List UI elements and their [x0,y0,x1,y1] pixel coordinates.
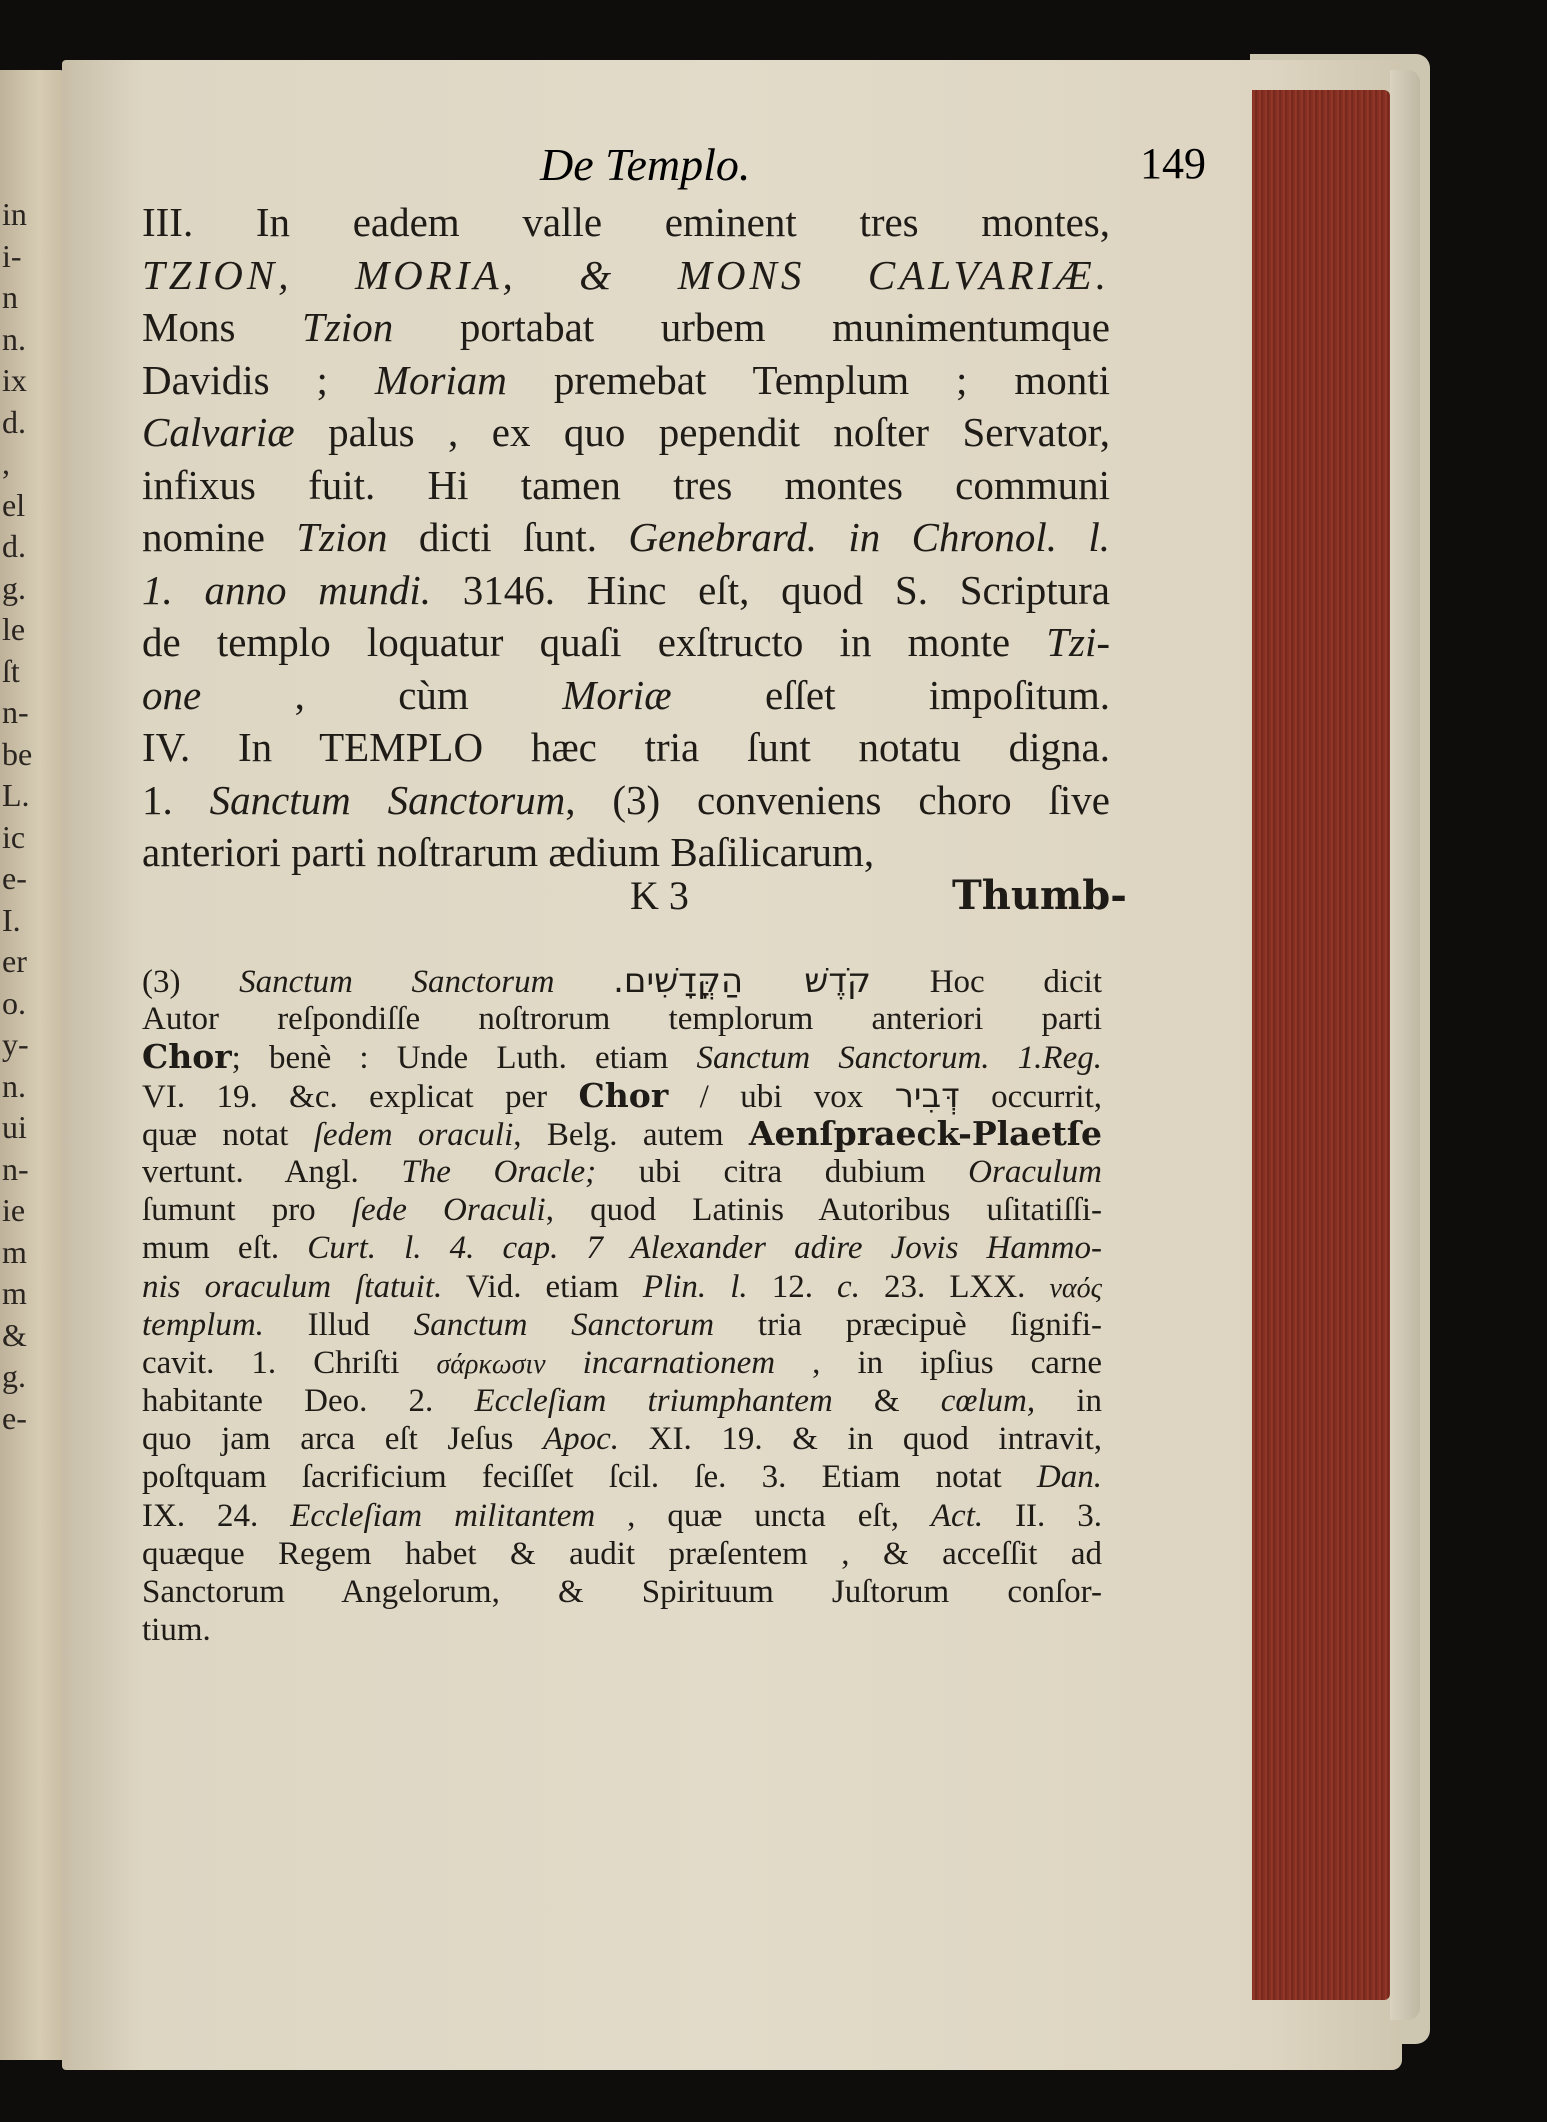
footnote-line [142,1268,1102,1306]
text-run: XI. 19. & in quod intravit, [619,1421,1102,1458]
text-run: Sanctum Sanctorum. 1.Reg. [696,1040,1102,1077]
text-run: (3) [142,964,240,1000]
text-run: tria præcipuè ſignifi- [714,1306,1103,1343]
left-page-fragment: I. [2,901,21,938]
text-line [142,774,1110,827]
text-run: Chor [142,1037,232,1077]
text-line [142,564,1110,617]
footnote-line [142,1497,1102,1535]
text-run: , in ipſius carne [775,1344,1103,1381]
text-run: nis oraculum ſtatuit. [142,1268,443,1305]
text-run: quo jam arca eſt Jeſus [142,1421,543,1458]
book-cover-edge [1390,70,1420,2020]
text-run: Illud [263,1306,414,1343]
text-run: cœlum, [940,1383,1036,1420]
text-run: Chor [578,1075,669,1115]
left-page-fragment: o. [2,984,26,1021]
text-run: TZION, MORIA, & MONS CALVARIÆ. [142,251,1110,298]
left-page-fragment: ix [2,362,27,398]
left-page-fragment: le [2,611,26,647]
red-fore-edge [1252,90,1390,2000]
text-line [142,511,1110,564]
text-run: quæ notat [142,1116,314,1153]
page-number: 149 [1140,139,1206,188]
footnote-block [142,962,1102,1649]
text-run: ſumunt pro [142,1192,352,1229]
text-line [142,249,1110,302]
text-run: ; benè : Unde Luth. etiam [231,1040,697,1077]
text-run: Davidis ; [142,356,375,403]
text-run: Eccleſiam triumphantem [474,1383,833,1420]
footnote-line [142,1611,1102,1649]
left-page-fragment: ic [2,818,26,855]
text-run: 1. [142,776,210,823]
text-run: Curt. l. 4. cap. 7 Alexander adire Jovis Hammo- [307,1230,1102,1267]
footnote-line [142,1000,1102,1038]
footnote-line [142,1038,1102,1076]
left-page-fragment: i- [2,237,22,274]
text-run: 1. anno mundi. [142,566,431,613]
footnote-line [142,1382,1102,1420]
text-run: Mons [142,304,303,350]
text-run: , quod Latinis Autoribus uſitatiſſi- [545,1192,1102,1229]
footnote-line [142,1344,1102,1382]
footnote-line [142,1458,1102,1496]
text-run: Tzi- [1046,619,1110,665]
left-page-fragment: y- [2,1026,29,1062]
text-run: Sanctum Sanctorum [239,964,555,1000]
text-run: tium. [142,1612,211,1649]
left-page-fragment: L. [2,777,30,813]
footnote-line [142,962,1102,1000]
text-run: Sanctum Sanctorum [209,776,566,823]
catchword: Thumb- [952,872,1127,919]
running-header: De Templo. [540,139,751,190]
text-run: קֹדֶשׁ הַקֳּדָשִׁים. [613,961,872,1001]
text-run [546,1345,583,1381]
text-run: 12. [747,1268,838,1305]
left-page-fragment: , [2,445,10,481]
text-run: , cùm [201,671,563,718]
left-page-fragment: n- [2,694,29,730]
text-run: quæque Regem habet & audit præſentem , & acceſſit ad [142,1535,1102,1572]
text-line [142,301,1110,354]
text-run: Hoc dicit [871,964,1102,1000]
text-run: , Belg. autem [513,1116,749,1153]
text-run: nomine [142,514,297,560]
text-run: in [1035,1383,1102,1420]
footnote-line [142,1306,1102,1344]
text-run: Sanctum Sanctorum [413,1306,715,1343]
text-run: ubi citra dubium [596,1153,969,1190]
text-run: σάρκωσιν [436,1348,546,1380]
left-page-fragment: ſt [2,652,20,689]
text-run: IX. 24. [142,1497,291,1534]
text-run: , quæ uncta eſt, [595,1497,931,1534]
text-run: Sanctorum Angelorum, & Spirituum Juſtorum conſor- [142,1574,1102,1610]
text-run: Dan. [1036,1459,1102,1496]
text-run: eſſet impoſitum. [671,671,1110,718]
text-run: palus , ex quo pependit noſter Servator, [294,409,1110,455]
footnote-line [142,1191,1102,1229]
text-run: 23. LXX. [859,1268,1050,1305]
text-run: ναός [1049,1272,1102,1304]
left-page-fragment: n- [2,1150,29,1187]
text-run: infixus fuit. Hi tamen tres montes communi [142,461,1110,508]
text-run: & [832,1383,941,1420]
left-page-fragment: in [2,196,27,232]
text-run: habitante Deo. 2. [142,1383,475,1420]
text-run: The Oracle; [401,1153,597,1190]
text-run: Moriam [374,356,507,403]
text-run: Vid. etiam [442,1268,643,1305]
left-page-fragment: d. [2,528,26,564]
footnote-line [142,1573,1102,1611]
signature-mark: K 3 [630,873,689,918]
left-page-fragment: e- [2,860,27,896]
text-run: Calvariæ [142,409,295,455]
footnote-line [142,1535,1102,1573]
text-run: Plin. l. [642,1268,748,1305]
text-run: Tzion [302,304,394,350]
text-run: premebat Templum ; monti [506,356,1111,403]
text-run: 3146. Hinc eſt, quod S. Scriptura [431,566,1110,613]
text-run [554,964,613,1000]
text-run: mum eſt. [142,1230,308,1267]
text-run: vertunt. Angl. [142,1153,402,1190]
text-run: Autor reſpondiſſe noſtrorum templorum anteriori parti [142,1001,1102,1038]
previous-page-edge [0,70,66,2060]
text-line [142,406,1110,459]
text-run: portabat urbem munimentumque [393,304,1110,350]
text-run: templum. [142,1306,264,1343]
text-run: / ubi vox [668,1078,895,1115]
text-run: poſtquam ſacrificium feciſſet ſcil. ſe. 3. Etiam notat [142,1459,1037,1496]
text-run: one [142,671,202,718]
text-run: anteriori parti noſtrarum ædium Baſilicarum, [142,829,875,875]
footnote-line [142,1077,1102,1115]
left-page-fragment: m [2,1275,27,1311]
text-run: IV. In TEMPLO hæc tria ſunt notatu digna. [142,724,1110,770]
text-run: Tzion [296,514,388,560]
left-page-fragment: er [2,943,27,979]
left-page-fragment: m [2,1233,27,1270]
left-page-fragment: n. [2,1067,26,1104]
text-line [142,616,1110,669]
left-page-fragment: n [2,279,18,315]
text-run: Act. [930,1497,984,1534]
text-line [142,669,1110,722]
left-page-fragment: g. [2,569,26,606]
text-run: , (3) conveniens choro ſive [565,776,1110,823]
text-run: II. 3. [983,1497,1102,1534]
left-page-fragment: e- [2,1399,27,1436]
left-page-fragment: ie [2,1192,26,1228]
text-run: de templo loquatur quaſi exſtructo in monte [142,619,1047,665]
footnote-line [142,1420,1102,1458]
text-run: cavit. 1. Chriſti [142,1344,437,1381]
text-run: Oraculum [968,1153,1102,1190]
text-run: dicti ſunt. [387,514,629,560]
text-run: incarnationem [582,1344,776,1381]
text-run: ſede Oraculi [351,1192,546,1229]
left-page-fragment: d. [2,403,26,440]
left-page-fragment: n. [2,320,26,357]
text-line [142,826,1110,879]
text-line [142,196,1110,249]
text-line [142,459,1110,512]
text-run: Moriæ [562,671,672,718]
left-page-fragment: be [2,735,33,772]
text-run: Apoc. [543,1421,620,1458]
footnote-line [142,1229,1102,1267]
text-run: occurrit, [959,1078,1102,1115]
text-run: Aenſpraeck-Plaetſe [748,1113,1102,1153]
text-run: c. [837,1268,860,1305]
text-run: ſedem oraculi [313,1116,514,1153]
left-page-fragment: & [2,1316,27,1353]
left-page-fragment: el [2,486,26,523]
text-run: דְּבִיר [894,1075,960,1116]
left-page-fragment: g. [2,1358,26,1394]
main-text-block [142,196,1110,879]
text-run: Genebrard. in Chronol. l. [628,514,1111,560]
footnote-line [142,1115,1102,1153]
footnote-line [142,1153,1102,1191]
text-run: VI. 19. &c. explicat per [142,1078,579,1115]
left-page-fragment: ui [2,1109,27,1145]
text-run: III. In eadem valle eminent tres montes, [142,199,1110,245]
text-run: Eccleſiam militantem [290,1497,596,1534]
text-line [142,721,1110,774]
text-line [142,354,1110,407]
